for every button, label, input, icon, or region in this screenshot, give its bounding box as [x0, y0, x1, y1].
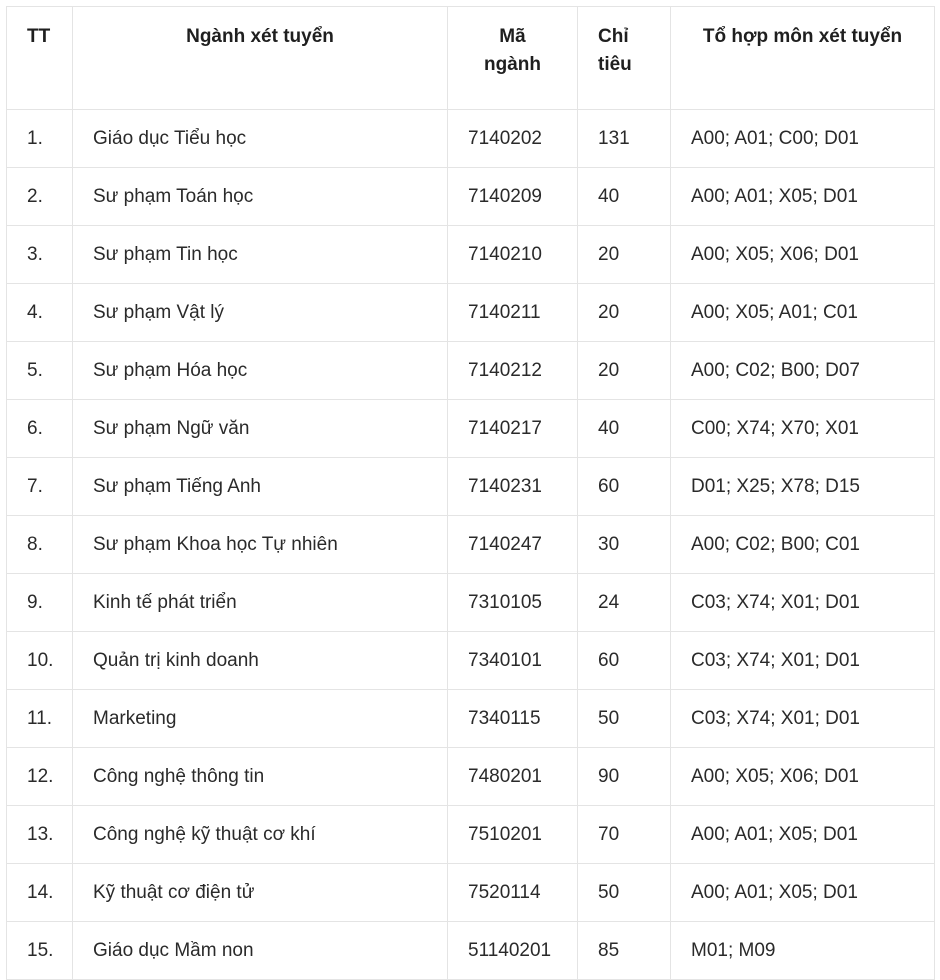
major-name-cell: Sư phạm Ngữ văn: [73, 400, 448, 458]
row-number-cell: 1.: [7, 110, 73, 168]
row-number-cell: 10.: [7, 632, 73, 690]
quota-cell: 24: [578, 574, 671, 632]
quota-cell: 30: [578, 516, 671, 574]
subject-combination-cell: C03; X74; X01; D01: [671, 632, 935, 690]
table-row: [7, 400, 935, 458]
major-code-cell: 7310105: [448, 574, 578, 632]
major-name-cell: Sư phạm Tin học: [73, 226, 448, 284]
row-number-cell: 8.: [7, 516, 73, 574]
major-name-cell: Quản trị kinh doanh: [73, 632, 448, 690]
table-row: [7, 748, 935, 806]
quota-cell: 20: [578, 284, 671, 342]
admission-table: [6, 6, 935, 980]
subject-combination-cell: A00; X05; A01; C01: [671, 284, 935, 342]
table-body: [7, 110, 935, 980]
subject-combination-cell: A00; A01; X05; D01: [671, 168, 935, 226]
quota-cell: 20: [578, 342, 671, 400]
subject-combination-cell: D01; X25; X78; D15: [671, 458, 935, 516]
subject-combination-cell: A00; X05; X06; D01: [671, 748, 935, 806]
table-row: [7, 458, 935, 516]
quota-cell: 60: [578, 632, 671, 690]
row-number-cell: 11.: [7, 690, 73, 748]
quota-cell: 50: [578, 690, 671, 748]
major-name-cell: Marketing: [73, 690, 448, 748]
table-row: [7, 284, 935, 342]
header-major-code-line2: ngành: [484, 54, 541, 75]
row-number-cell: 6.: [7, 400, 73, 458]
major-code-cell: 51140201: [448, 922, 578, 980]
quota-cell: 85: [578, 922, 671, 980]
major-code-cell: 7140212: [448, 342, 578, 400]
major-code-cell: 7340101: [448, 632, 578, 690]
major-code-cell: 7140217: [448, 400, 578, 458]
major-code-cell: 7140247: [448, 516, 578, 574]
table-row: [7, 168, 935, 226]
row-number-cell: 3.: [7, 226, 73, 284]
row-number-cell: 5.: [7, 342, 73, 400]
header-major-code: [448, 7, 578, 110]
subject-combination-cell: M01; M09: [671, 922, 935, 980]
table-row: [7, 226, 935, 284]
major-name-cell: Kinh tế phát triển: [73, 574, 448, 632]
table-row: [7, 110, 935, 168]
major-code-cell: 7510201: [448, 806, 578, 864]
row-number-cell: 15.: [7, 922, 73, 980]
quota-cell: 70: [578, 806, 671, 864]
subject-combination-cell: A00; A01; X05; D01: [671, 864, 935, 922]
row-number-cell: 7.: [7, 458, 73, 516]
major-name-cell: Sư phạm Toán học: [73, 168, 448, 226]
major-code-cell: 7140209: [448, 168, 578, 226]
major-name-cell: Công nghệ thông tin: [73, 748, 448, 806]
header-quota-line1: Chỉ: [598, 26, 629, 47]
table-row: [7, 342, 935, 400]
major-name-cell: Kỹ thuật cơ điện tử: [73, 864, 448, 922]
table-row: [7, 922, 935, 980]
header-major-code-line1: Mã: [499, 26, 526, 47]
table-row: [7, 690, 935, 748]
major-code-cell: 7140210: [448, 226, 578, 284]
subject-combination-cell: C00; X74; X70; X01: [671, 400, 935, 458]
table-row: [7, 574, 935, 632]
subject-combination-cell: C03; X74; X01; D01: [671, 574, 935, 632]
major-code-cell: 7140231: [448, 458, 578, 516]
row-number-cell: 13.: [7, 806, 73, 864]
quota-cell: 131: [578, 110, 671, 168]
major-name-cell: Sư phạm Tiếng Anh: [73, 458, 448, 516]
header-major: Ngành xét tuyển: [73, 7, 448, 110]
major-name-cell: Sư phạm Hóa học: [73, 342, 448, 400]
header-tt: TT: [7, 7, 73, 110]
subject-combination-cell: A00; A01; C00; D01: [671, 110, 935, 168]
major-name-cell: Sư phạm Khoa học Tự nhiên: [73, 516, 448, 574]
major-code-cell: 7480201: [448, 748, 578, 806]
row-number-cell: 14.: [7, 864, 73, 922]
quota-cell: 20: [578, 226, 671, 284]
table-header-row: [7, 7, 935, 110]
major-code-cell: 7520114: [448, 864, 578, 922]
major-name-cell: Sư phạm Vật lý: [73, 284, 448, 342]
major-name-cell: Giáo dục Tiểu học: [73, 110, 448, 168]
subject-combination-cell: A00; X05; X06; D01: [671, 226, 935, 284]
admission-table-container: [6, 6, 935, 980]
subject-combination-cell: A00; C02; B00; D07: [671, 342, 935, 400]
major-name-cell: Công nghệ kỹ thuật cơ khí: [73, 806, 448, 864]
table-row: [7, 806, 935, 864]
quota-cell: 90: [578, 748, 671, 806]
subject-combination-cell: A00; A01; X05; D01: [671, 806, 935, 864]
major-code-cell: 7140202: [448, 110, 578, 168]
row-number-cell: 4.: [7, 284, 73, 342]
quota-cell: 50: [578, 864, 671, 922]
subject-combination-cell: C03; X74; X01; D01: [671, 690, 935, 748]
header-quota: [578, 7, 671, 110]
quota-cell: 40: [578, 400, 671, 458]
major-code-cell: 7340115: [448, 690, 578, 748]
table-row: [7, 516, 935, 574]
subject-combination-cell: A00; C02; B00; C01: [671, 516, 935, 574]
header-quota-line2: tiêu: [598, 54, 632, 75]
quota-cell: 40: [578, 168, 671, 226]
table-row: [7, 864, 935, 922]
header-subject-combination: Tổ hợp môn xét tuyển: [671, 7, 935, 110]
major-name-cell: Giáo dục Mầm non: [73, 922, 448, 980]
major-code-cell: 7140211: [448, 284, 578, 342]
row-number-cell: 9.: [7, 574, 73, 632]
row-number-cell: 2.: [7, 168, 73, 226]
quota-cell: 60: [578, 458, 671, 516]
table-row: [7, 632, 935, 690]
row-number-cell: 12.: [7, 748, 73, 806]
